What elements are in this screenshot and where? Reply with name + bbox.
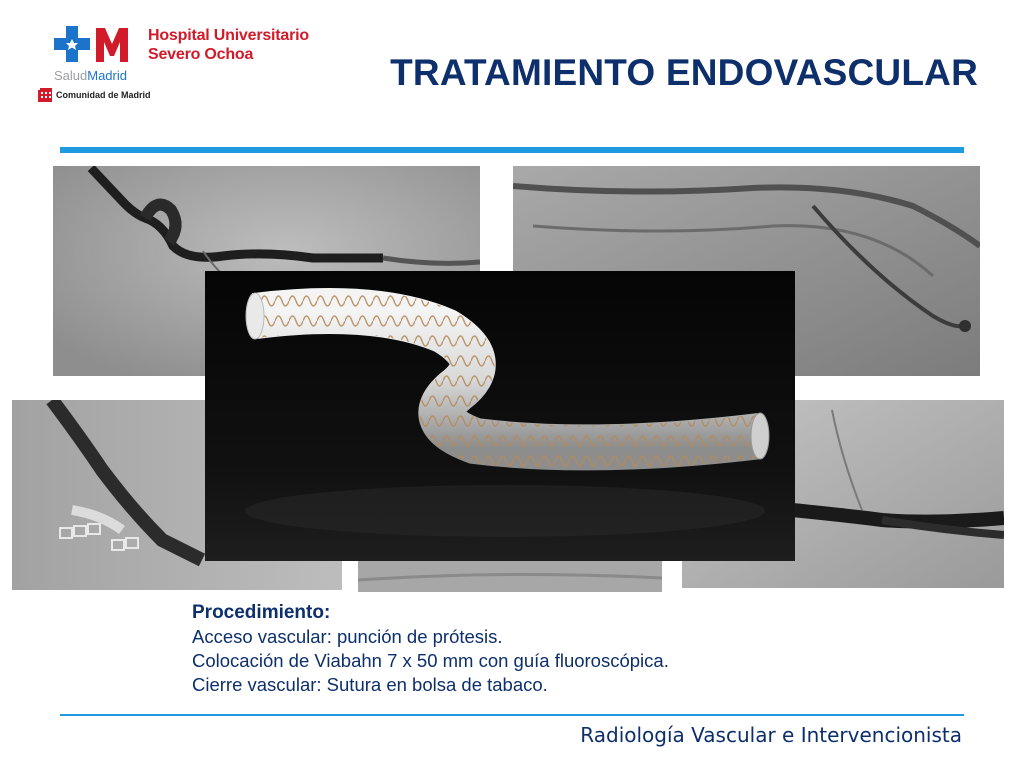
title-divider xyxy=(60,147,964,153)
footer-divider xyxy=(60,714,964,716)
salud-prefix: Salud xyxy=(54,68,88,83)
procedure-heading: Procedimiento: xyxy=(192,602,331,623)
stent-graft-photo xyxy=(205,271,795,561)
footer-department: Radiología Vascular e Intervencionista xyxy=(580,723,962,747)
procedure-line-access: Acceso vascular: punción de prótesis. xyxy=(192,626,503,647)
procedure-line-placement: Colocación de Viabahn 7 x 50 mm con guía fluoroscópica. xyxy=(192,650,669,671)
procedure-description xyxy=(192,601,832,697)
salud-madrid-label xyxy=(54,68,127,83)
comunidad-flag-icon xyxy=(38,88,52,102)
salud-suffix: Madrid xyxy=(87,68,127,83)
hospital-name-line2: Severo Ochoa xyxy=(148,46,254,63)
fluoroscopy-image-bottom-center xyxy=(358,560,662,592)
salud-madrid-logo-icon xyxy=(52,24,144,68)
hospital-name-line1: Hospital Universitario xyxy=(148,27,309,44)
hospital-name xyxy=(148,26,309,64)
procedure-line-closure: Cierre vascular: Sutura en bolsa de tabaco. xyxy=(192,674,548,695)
comunidad-label: Comunidad de Madrid xyxy=(56,90,151,100)
comunidad-madrid-logo xyxy=(38,88,151,102)
hospital-logo xyxy=(52,22,342,112)
slide-title: TRATAMIENTO ENDOVASCULAR xyxy=(390,52,978,93)
